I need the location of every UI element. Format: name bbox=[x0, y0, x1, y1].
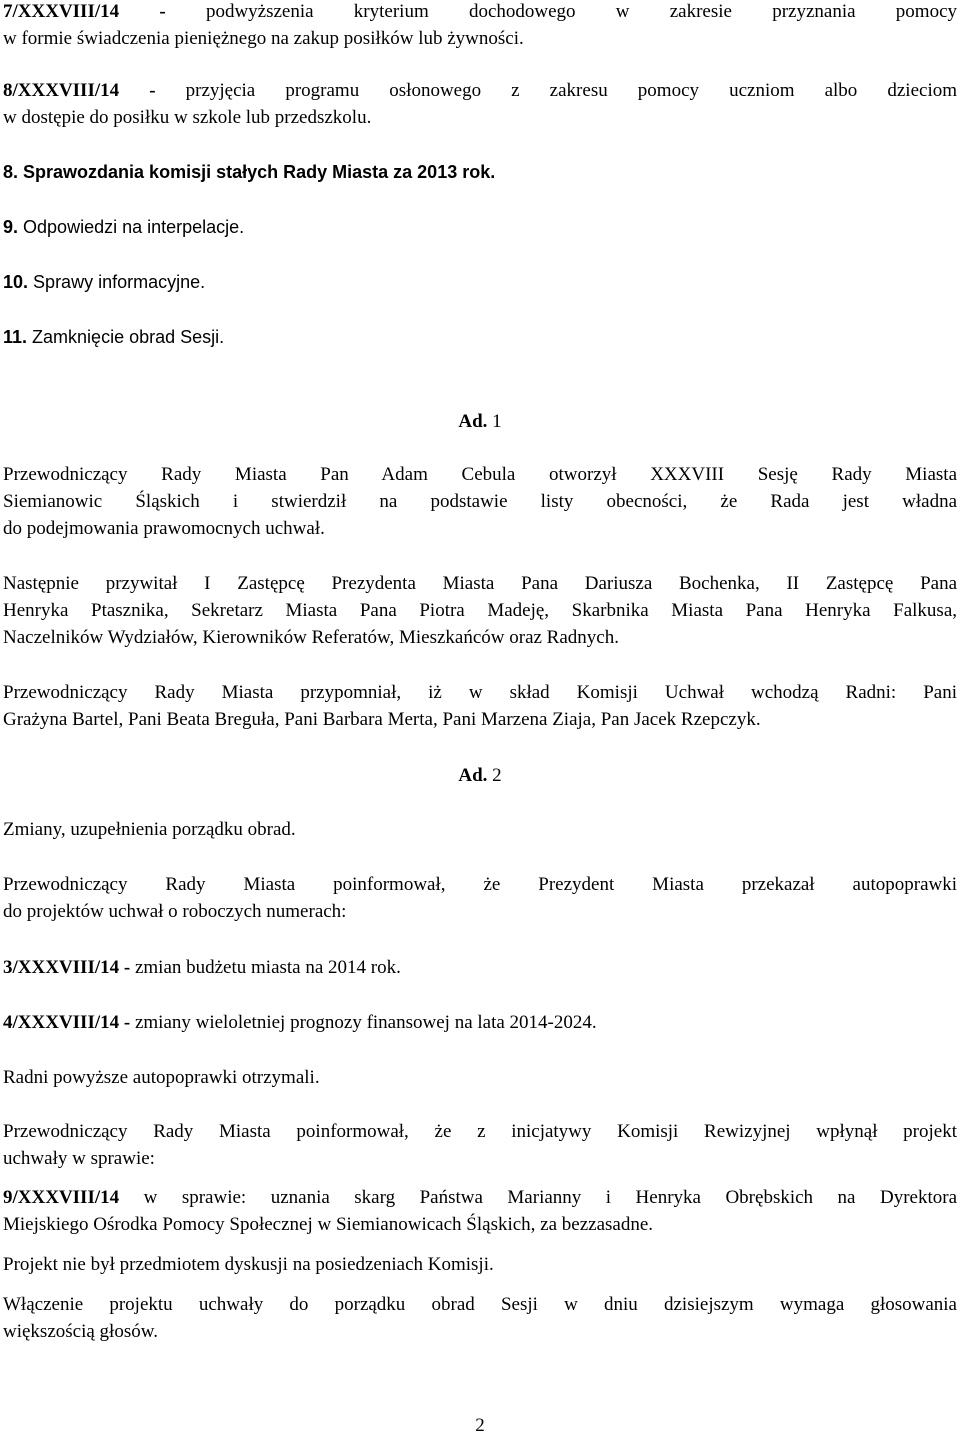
resolution-number: 8/XXXVIII/14 bbox=[3, 80, 120, 101]
no-discussion-note: Projekt nie był przedmiotem dyskusji na posiedzeniach Komisji. bbox=[3, 1254, 494, 1275]
vote-requirement-paragraph: Włączenie projektu uchwały do porządku obrad Sesji w dniu dzisiejszym wymaga głosowania większością głosów. bbox=[3, 1294, 957, 1342]
agenda-item-11: 11. Zamknięcie obrad Sesji. bbox=[3, 327, 225, 347]
resolution-text-line2: w formie świadczenia pieniężnego na zakup posiłków lub żywności. bbox=[3, 28, 524, 49]
ad2-autocorrections-paragraph: Przewodniczący Rady Miasta poinformował, że Prezydent Miasta przekazał autopoprawki do projektów uchwał o roboczych numerach: bbox=[3, 874, 957, 922]
resolution-4 bbox=[3, 1009, 957, 1036]
ad2-project-paragraph: Przewodniczący Rady Miasta poinformował, że z inicjatywy Komisji Rewizyjnej wpłynął projekt uchwały w sprawie: bbox=[3, 1121, 957, 1169]
page-number: 2 bbox=[475, 1415, 485, 1436]
resolution-3 bbox=[3, 954, 957, 981]
ad1-opening-paragraph: Przewodniczący Rady Miasta Pan Adam Cebula otworzył XXXVIII Sesję Rady Miasta Siemianowic Śląskich i stwierdził na podstawie listy obecności, że Rada jest władna do podejmowania prawomocnych uchwał. bbox=[3, 464, 957, 539]
resolution-number: 9/XXXVIII/14 bbox=[3, 1187, 120, 1208]
ad1-committee-paragraph: Przewodniczący Rady Miasta przypomniał, iż w skład Komisji Uchwał wchodzą Radni: Pani Grażyna Bartel, Pani Beata Breguła, Pani Barbara Merta, Pani Marzena Ziaja, Pan Jacek Rzepczyk. bbox=[3, 682, 957, 730]
resolution-8: 8/XXXVIII/14 - przyjęcia programu osłonowego z zakresu pomocy uczniom albo dzieciom w dostępie do posiłku w szkole lub przedszkolu. bbox=[3, 77, 957, 131]
resolution-number: 7/XXXVIII/14 bbox=[3, 1, 120, 22]
resolution-number: 4/XXXVIII/14 - bbox=[3, 1012, 131, 1033]
resolution-text-line2: w dostępie do posiłku w szkole lub przedszkolu. bbox=[3, 107, 372, 128]
ad1-welcome-paragraph: Następnie przywitał I Zastępcę Prezydenta Miasta Pana Dariusza Bochenka, II Zastępcę Pana Henryka Ptasznika, Sekretarz Miasta Pana Piotra Madeję, Skarbnika Miasta Pana Henryka Falkusa, Naczelników Wydziałów, Kierowników Referatów, Mieszkańców oraz Radnych. bbox=[3, 573, 957, 648]
autocorrections-received: Radni powyższe autopoprawki otrzymali. bbox=[3, 1067, 320, 1088]
resolution-number: 3/XXXVIII/14 - bbox=[3, 957, 131, 978]
agenda-item-10: 10. Sprawy informacyjne. bbox=[3, 272, 206, 292]
resolution-text: w sprawie: uznania skarg Państwa Marianny i Henryka Obrębskich na Dyrektora bbox=[119, 1187, 957, 1208]
resolution-9: 9/XXXVIII/14 w sprawie: uznania skarg Państwa Marianny i Henryka Obrębskich na Dyrektora Miejskiego Ośrodka Pomocy Społecznej w Siemianowicach Śląskich, za bezzasadne. bbox=[3, 1187, 957, 1235]
resolution-7: 7/XXXVIII/14 - podwyższenia kryterium dochodowego w zakresie przyznania pomocy w formie świadczenia pieniężnego na zakup posiłków lub żywności. bbox=[3, 0, 957, 52]
resolution-text: przyjęcia programu osłonowego z zakresu pomocy uczniom albo dzieciom bbox=[185, 80, 958, 101]
resolution-text: podwyższenia kryterium dochodowego w zakresie przyznania pomocy bbox=[205, 1, 957, 22]
ad2-heading: Ad. 2 bbox=[458, 765, 502, 786]
ad1-heading: Ad. 1 bbox=[458, 411, 502, 432]
resolution-text: zmian budżetu miasta na 2014 rok. bbox=[130, 957, 401, 978]
agenda-item-8: 8. Sprawozdania komisji stałych Rady Miasta za 2013 rok. bbox=[3, 162, 496, 182]
ad2-subtitle: Zmiany, uzupełnienia porządku obrad. bbox=[3, 819, 296, 840]
agenda-item-9: 9. Odpowiedzi na interpelacje. bbox=[3, 217, 245, 237]
resolution-text: zmiany wieloletniej prognozy finansowej na lata 2014-2024. bbox=[130, 1012, 597, 1033]
